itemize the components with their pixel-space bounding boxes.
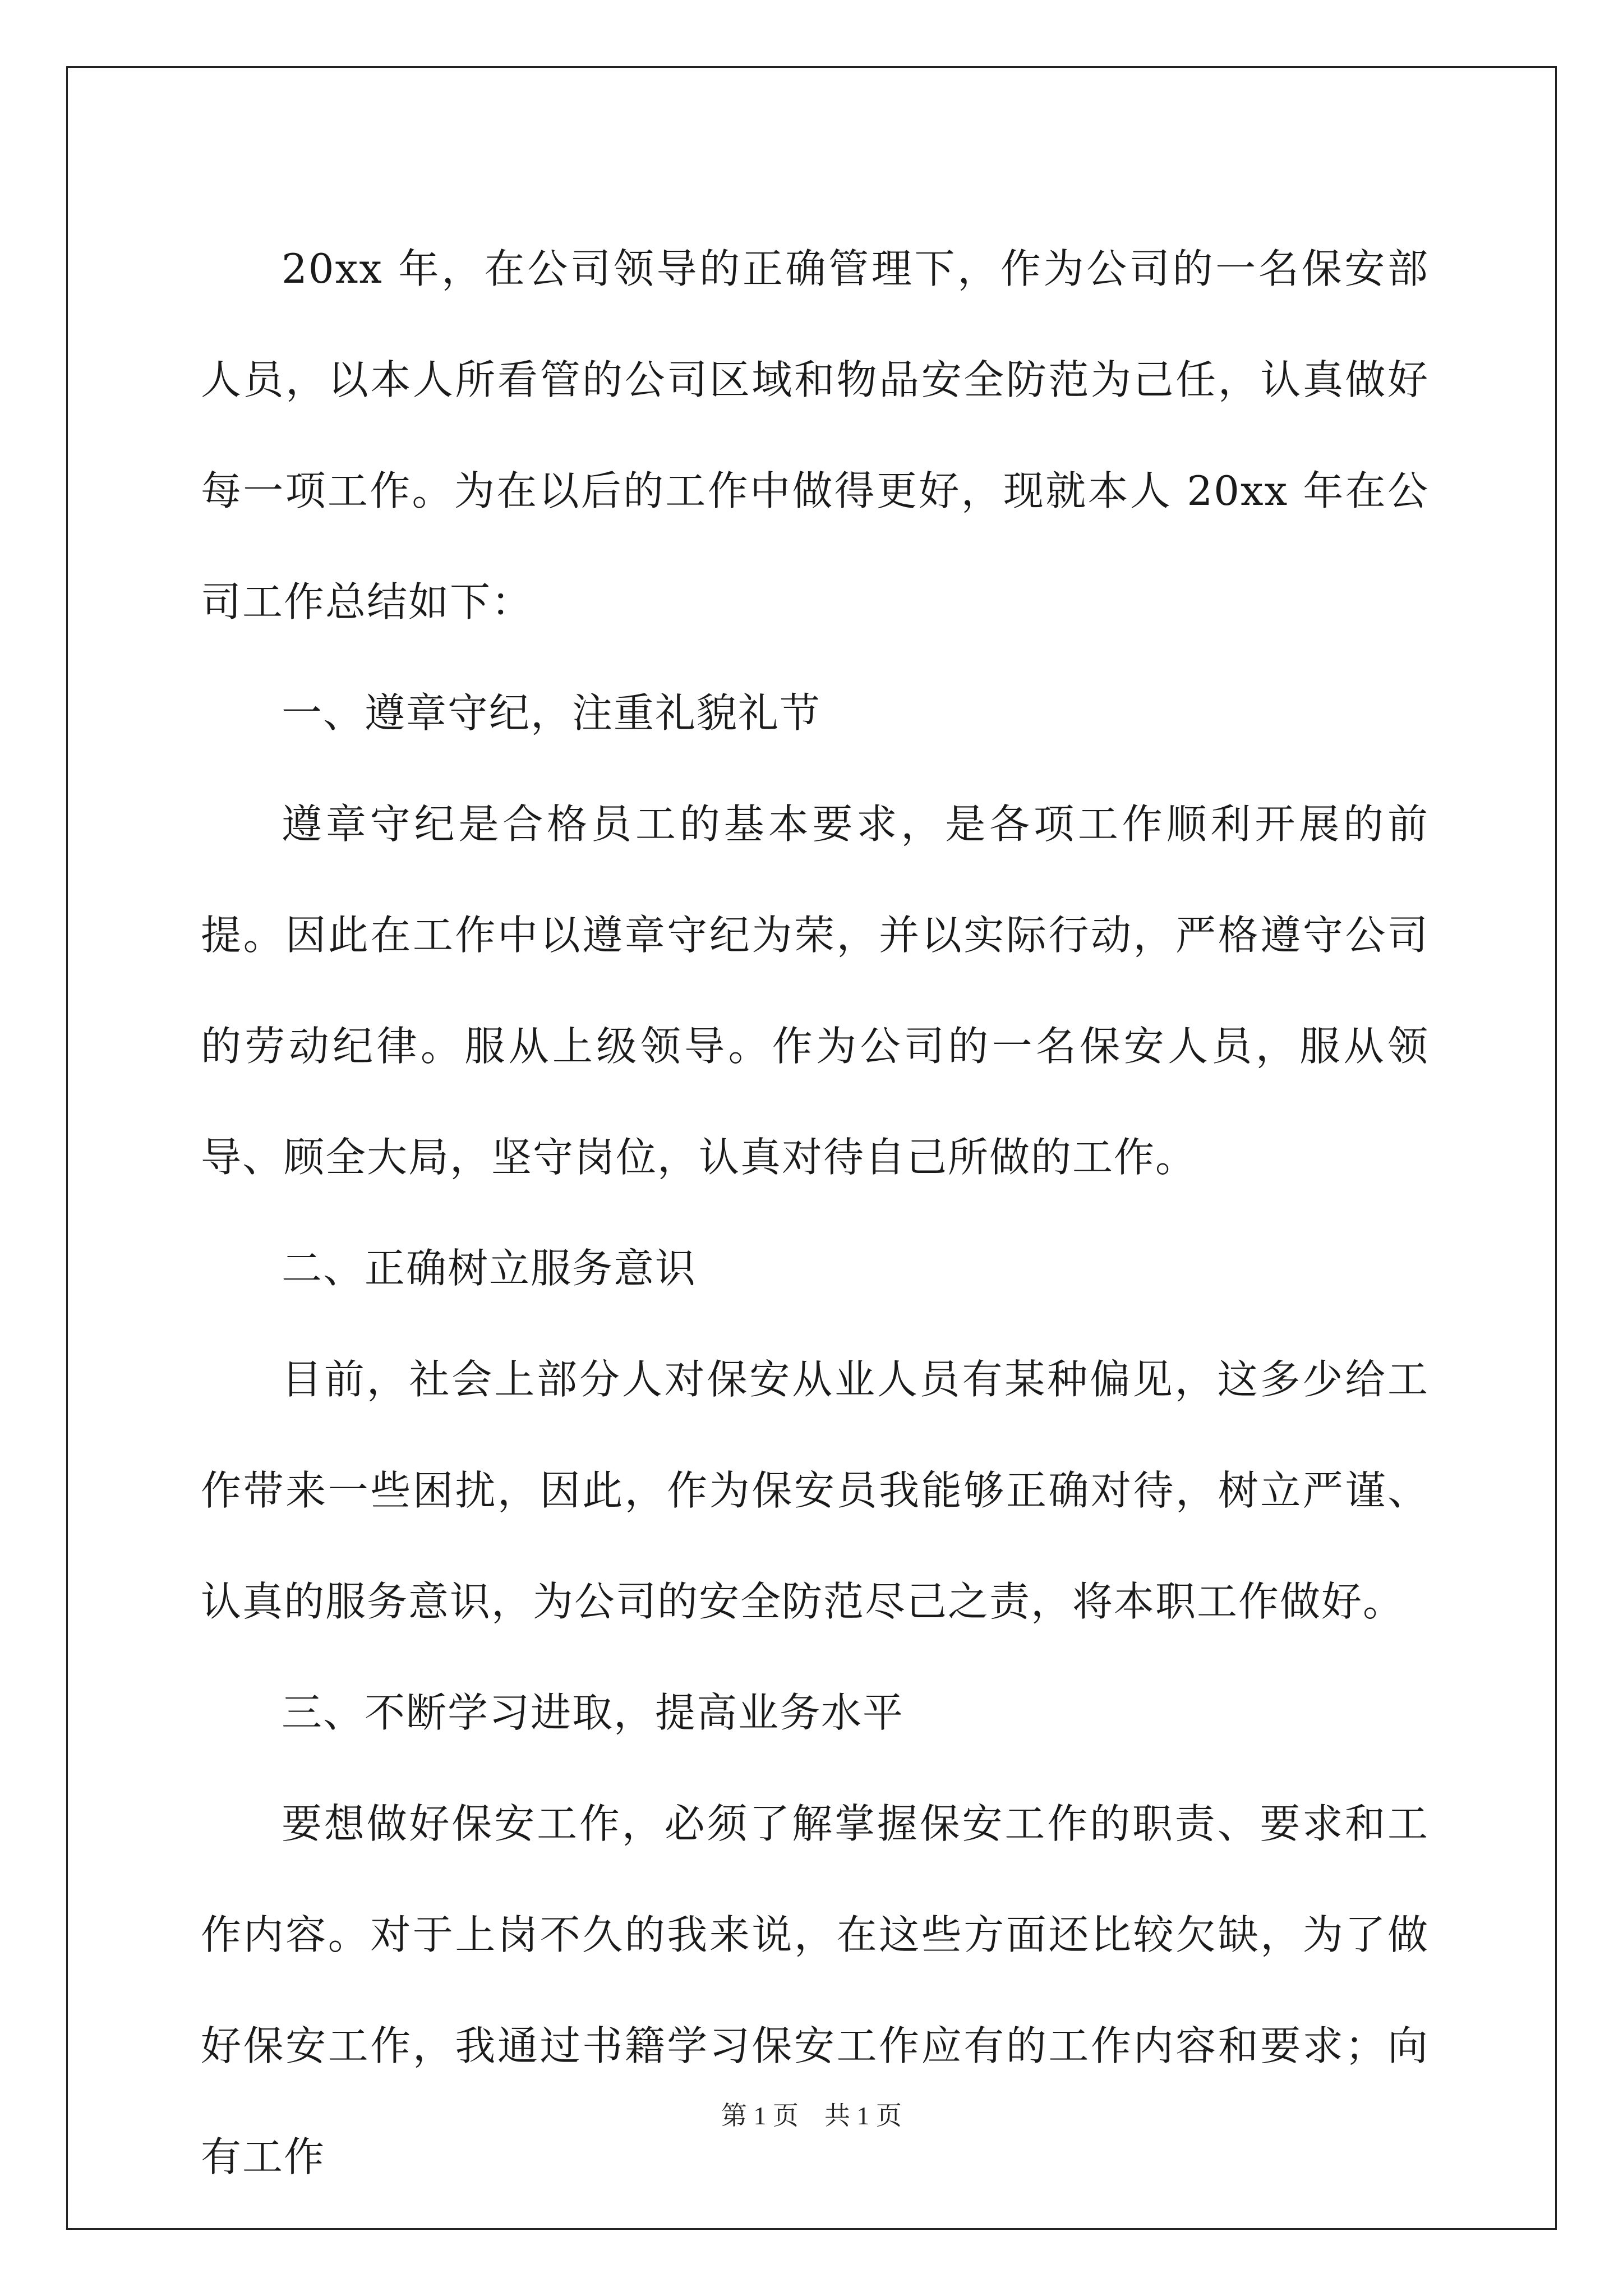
- paragraph-intro: 20xx 年，在公司领导的正确管理下，作为公司的一名保安部人员，以本人所看管的公司区域和物品安全防范为己任，认真做好每一项工作。为在以后的工作中做得更好，现就本人 20xx 年在公司工作总结如下：: [201, 245, 1429, 625]
- section-heading-2: 二、正确树立服务意识: [282, 1245, 697, 1292]
- section-heading-3: 三、不断学习进取，提高业务水平: [282, 1689, 905, 1736]
- paragraph-section-3: 要想做好保安工作，必须了解掌握保安工作的职责、要求和工作内容。对于上岗不久的我来说，在这些方面还比较欠缺，为了做好保安工作，我通过书籍学习保安工作应有的工作内容和要求；向有工作: [201, 1800, 1429, 2180]
- section-heading-1: 一、遵章守纪，注重礼貌礼节: [282, 689, 822, 737]
- page-number-footer: 第 1 页 共 1 页: [721, 2101, 902, 2130]
- paragraph-section-1: 遵章守纪是合格员工的基本要求，是各项工作顺利开展的前提。因此在工作中以遵章守纪为荣，并以实际行动，严格遵守公司的劳动纪律。服从上级领导。作为公司的一名保安人员，服从领导、顾全大局，坚守岗位，认真对待自己所做的工作。: [201, 800, 1429, 1181]
- paragraph-section-2: 目前，社会上部分人对保安从业人员有某种偏见，这多少给工作带来一些困扰，因此，作为保安员我能够正确对待，树立严谨、认真的服务意识，为公司的安全防范尽己之责，将本职工作做好。: [201, 1356, 1429, 1625]
